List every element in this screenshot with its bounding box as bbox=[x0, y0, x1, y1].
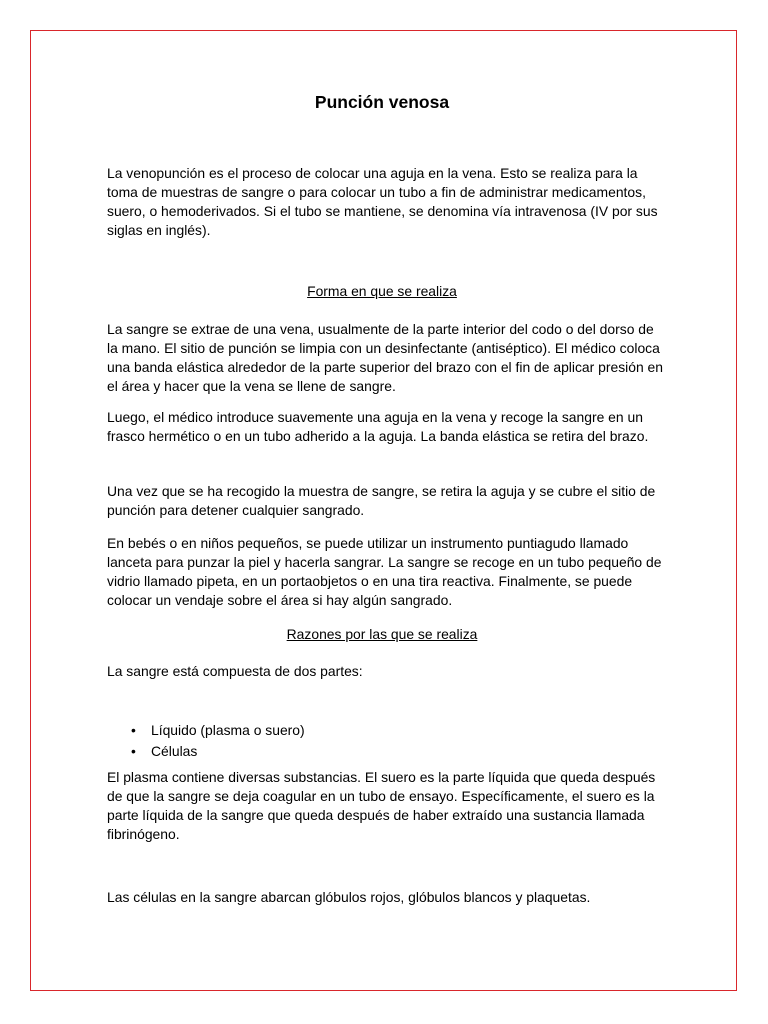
paragraph-extraccion: La sangre se extrae de una vena, usualmente de la parte interior del codo o del dorso de la mano. El sitio de punción se limpia con un desinfectante (antiséptico). El médico coloca una banda elástica alrededor de la parte superior del brazo con el fin de aplicar presión en el área y hacer que la vena se llene de sangre. bbox=[107, 321, 663, 394]
paragraph-composicion: La sangre está compuesta de dos partes: bbox=[107, 663, 363, 679]
section-heading-razones bbox=[107, 625, 657, 644]
section-heading-razones-text: Razones por las que se realiza bbox=[286, 626, 478, 642]
list-item-text: Líquido (plasma o suero) bbox=[151, 722, 305, 738]
paragraph-aguja: Luego, el médico introduce suavemente una aguja en la vena y recoge la sangre en un frasco hermético o en un tubo adherido a la aguja. La banda elástica se retira del brazo. bbox=[107, 409, 649, 444]
paragraph-bebes: En bebés o en niños pequeños, se puede utilizar un instrumento puntiagudo llamado lanceta para punzar la piel y hacerla sangrar. La sangre se recoge en un tubo pequeño de vidrio llamado pipeta, en un portaobjetos o en una tira reactiva. Finalmente, se puede colocar un vendaje sobre el área si hay algún sangrado. bbox=[107, 535, 662, 608]
bullet-icon: • bbox=[131, 722, 136, 738]
blood-parts-list bbox=[107, 720, 305, 762]
section-heading-forma bbox=[107, 282, 657, 301]
paragraph-celulas: Las células en la sangre abarcan glóbulos rojos, glóbulos blancos y plaquetas. bbox=[107, 889, 591, 905]
document-page bbox=[30, 30, 737, 991]
bullet-icon: • bbox=[131, 743, 136, 759]
intro-paragraph: La venopunción es el proceso de colocar una aguja en la vena. Esto se realiza para la toma de muestras de sangre o para colocar un tubo a fin de administrar medicamentos, suero, o hemoderivados. Si el tubo se mantiene, se denomina vía intravenosa (IV por sus siglas en inglés). bbox=[107, 165, 658, 238]
page-title: Punción venosa bbox=[314, 92, 450, 112]
section-heading-forma-text: Forma en que se realiza bbox=[307, 283, 457, 299]
list-item-text: Células bbox=[151, 743, 198, 759]
list-item bbox=[107, 720, 305, 741]
paragraph-plasma: El plasma contiene diversas substancias. El suero es la parte líquida que queda después de que la sangre se deja coagular en un tubo de ensayo. Específicamente, el suero es la parte líquida de la sangre que queda después de haber extraído una sustancia llamada fibrinógeno. bbox=[107, 769, 656, 842]
paragraph-retiro: Una vez que se ha recogido la muestra de sangre, se retira la aguja y se cubre el sitio de punción para detener cualquier sangrado. bbox=[107, 483, 656, 518]
list-item bbox=[107, 741, 305, 762]
